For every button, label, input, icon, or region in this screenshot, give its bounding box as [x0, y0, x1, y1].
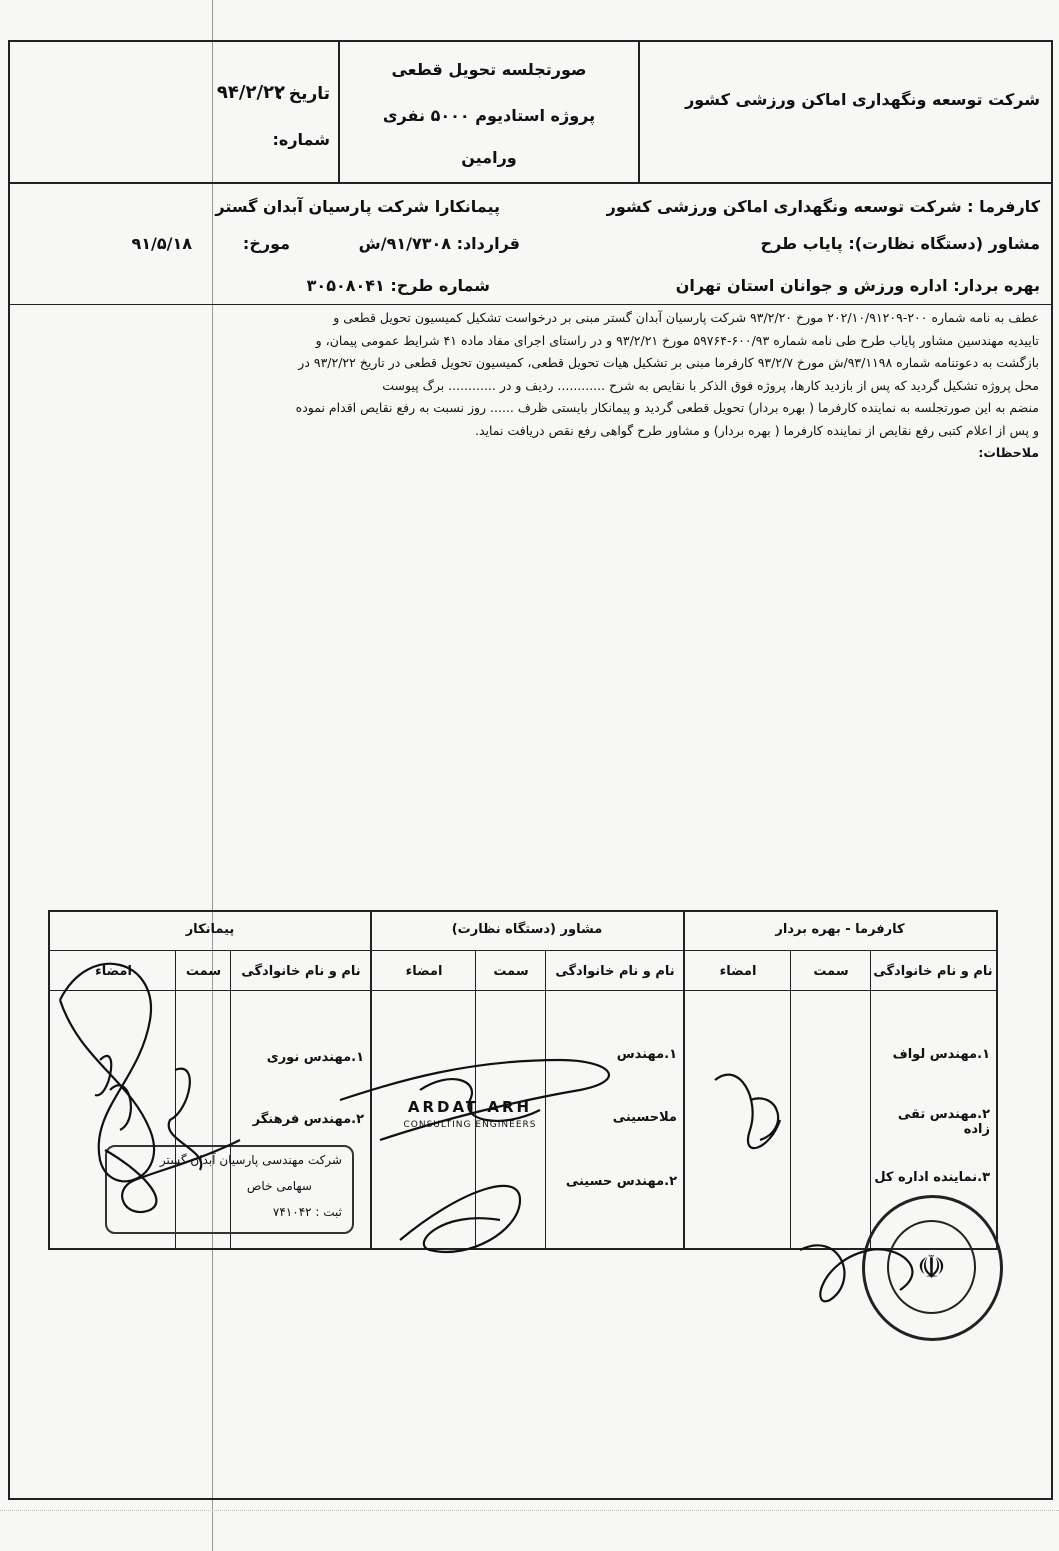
stamp-company-name: شرکت مهندسی پارسیان آبدان گستر [159, 1153, 342, 1167]
body-line: منضم به این صورتجلسه به نماینده کارفرما ( بهره بردار) تحویل قطعی گردید و پیمانکار بایستی ظرف ...... روز نسبت به رفع نقایص اقدام نموده [295, 400, 1039, 415]
consultant-member-1: ۱.مهندس [616, 1047, 677, 1062]
consultant-stamp-sub: CONSULTING ENGINEERS [403, 1120, 537, 1130]
title-line-3: ورامین [461, 148, 517, 167]
body-line: عطف به نامه شماره ۲۰۰-۲۰۲/۱۰/۹۱۲۰۹ مورخ ۹۳/۲/۲۰ شرکت پارسیان آبدان گستر مبنی بر درخواست تشکیل کمیسیون تحویل قطعی و [333, 310, 1039, 325]
body-line: تاییدیه مهندسین مشاور پایاب طرح طی نامه شماره ۶۰۰/۹۳-۵۹۷۶۴ مورخ ۹۳/۲/۲۱ و در راستای اجرای مفاد ماده ۴۱ شرایط عمومی پیمان، و [315, 332, 1039, 348]
stamp-registration: ثبت : ۷۴۱۰۴۲ [272, 1205, 342, 1219]
beneficiary-line: بهره بردار: اداره ورزش و جوانان استان تهران [675, 276, 1040, 295]
contract-line: قرارداد: ۹۱/۷۳۰۸/ش [358, 234, 520, 253]
contractor-col-role: سمت [185, 964, 222, 979]
employer-header: کارفرما - بهره بردار [775, 922, 905, 937]
contractor-line: پیمانکارا شرکت پارسیان آبدان گستر [215, 197, 500, 216]
date-value: ۹۴/۲/۲۲ [216, 82, 285, 103]
employer-member-3: ۳.نماینده اداره کل [874, 1170, 990, 1185]
consultant-col-sign: امضاء [405, 964, 443, 979]
contract-date-label: مورخ: [242, 234, 290, 253]
contractor-member-2: ۲.مهندس فرهنگر [252, 1112, 364, 1127]
body-line: بازگشت به دعوتنامه شماره ۹۳/۱۱۹۸/ش مورخ ۹۳/۲/۷ کارفرما مبنی بر تشکیل هیات تحویل قطعی، کمیسیون تحویل قطعی در تاریخ ۹۳/۲/۲۲ در [298, 355, 1039, 370]
consultant-member-1-surname: ملاحسینی [612, 1110, 677, 1125]
contract-date: ۹۱/۵/۱۸ [131, 234, 192, 253]
contractor-member-1: ۱.مهندس نوری [266, 1050, 364, 1065]
body-line: محل پروژه تشکیل گردید که پس از بازدید کارها، پروژه فوق الذکر با نقایص به شرح ............ ردیف و در ............ برگ پیوست [382, 377, 1039, 393]
title-line-2: پروژه استادیوم ۵۰۰۰ نفری [382, 106, 596, 125]
consultant-member-2: ۲.مهندس حسینی [565, 1174, 677, 1189]
stamp-company-type: سهامی خاص [246, 1179, 312, 1193]
title-line-1: صورتجلسه تحویل قطعی [391, 60, 587, 79]
consultant-col-name: نام و نام خانوادگی [555, 964, 675, 979]
consultant-col-role: سمت [493, 964, 529, 979]
notes-label: ملاحظات: [978, 445, 1039, 460]
contractor-col-sign: امضاء [95, 964, 132, 979]
number-label: شماره: [272, 130, 330, 149]
employer-col-name: نام و نام خانوادگی [873, 964, 993, 979]
official-seal [862, 1195, 1003, 1341]
contractor-header: پیمانکار [185, 922, 235, 937]
minutes-body [19, 307, 1039, 465]
employer-line: کارفرما : شرکت توسعه ونگهداری اماکن ورزشی کشور [606, 197, 1040, 216]
company-stamp [105, 1145, 354, 1234]
organization-name: شرکت توسعه ونگهداری اماکن ورزشی کشور [685, 90, 1040, 109]
bottom-edge [0, 1510, 1059, 1512]
consultant-header: مشاور (دستگاه نظارت) [451, 922, 603, 937]
employer-col-sign: امضاء [719, 964, 757, 979]
project-number: شماره طرح: ۳۰۵۰۸۰۴۱ [306, 276, 490, 295]
body-line: و پس از اعلام کتبی رفع نقایص از نماینده کارفرما ( بهره بردار) و مشاور طرح گواهی رفع نقص دریافت نماید. [474, 422, 1039, 438]
date-label: تاریخ : [276, 84, 330, 104]
emblem-icon: ☫ [887, 1220, 976, 1314]
consultant-stamp: ARDAT ARH [407, 1098, 533, 1116]
employer-member-2: ۲.مهندس تقی زاده [897, 1107, 990, 1137]
consultant-line: مشاور (دستگاه نظارت): پایاب طرح [760, 234, 1040, 253]
employer-col-role: سمت [813, 964, 849, 979]
header [10, 42, 1051, 184]
contractor-col-name: نام و نام خانوادگی [241, 964, 361, 979]
employer-member-1: ۱.مهندس لواف [892, 1047, 990, 1062]
